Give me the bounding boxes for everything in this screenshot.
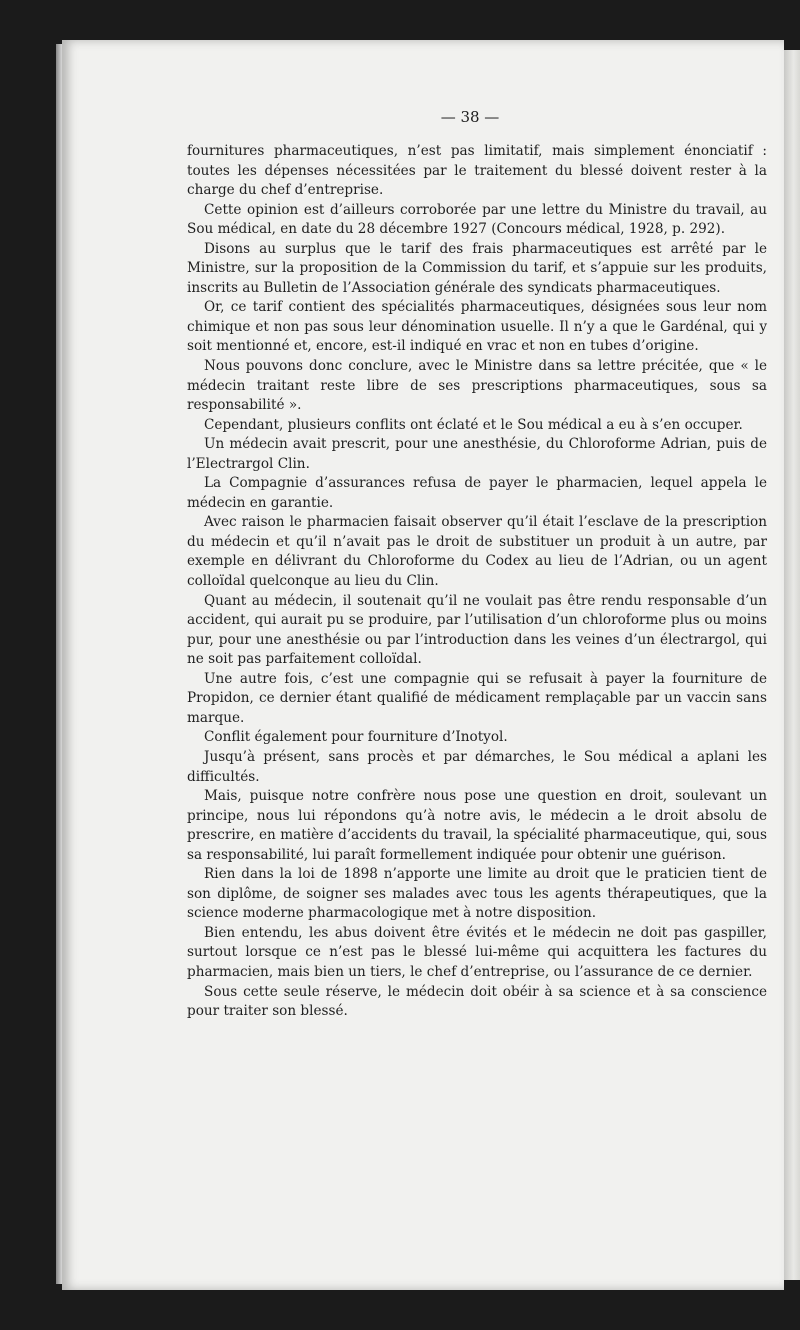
paragraph: Nous pouvons donc conclure, avec le Ministre dans sa lettre précitée, que « le médecin traitant reste libre de ses prescriptions pharmaceutiques, sous sa responsabilité ». — [187, 358, 767, 414]
page-number: — 38 — — [440, 108, 500, 126]
paragraph: Une autre fois, c’est une compagnie qui se refusait à payer la fourniture de Propidon, ce dernier étant qualifié de médicament remplaçable par un vaccin sans marque. — [187, 670, 767, 726]
paragraph: Cependant, plusieurs conflits ont éclaté et le Sou médical a eu à s’en occuper. — [204, 416, 743, 433]
paragraph: Cette opinion est d’ailleurs corroborée par une lettre du Ministre du travail, au Sou médical, en date du 28 décembre 1927 (Concours médical, 1928, p. 292). — [187, 201, 767, 238]
paragraph: Un médecin avait prescrit, pour une anesthésie, du Chloroforme Adrian, puis de l’Electrargol Clin. — [187, 436, 767, 472]
paragraph: Or, ce tarif contient des spécialités pharmaceutiques, désignées sous leur nom chimique et non pas sous leur dénomination usuelle. Il n’y a que le Gardénal, qui y soit mentionné et, encore, est-il indiqué en vrac et non en tubes d’origine. — [187, 299, 767, 355]
paragraph: Bien entendu, les abus doivent être évités et le médecin ne doit pas gaspiller, surtout lorsque ce n’est pas le blessé lui-même qui acquittera les factures du pharmacien, mais bien un tiers, le chef d’entreprise, ou l’assurance de ce dernier. — [187, 924, 767, 980]
paragraph: Conflit également pour fourniture d’Inotyol. — [204, 729, 508, 746]
paragraph: Avec raison le pharmacien faisait observer qu’il était l’esclave de la prescription du médecin et qu’il n’avait pas le droit de substituer un produit à un autre, par exemple en délivrant du Chloroforme du Codex au lieu de l’Adrian, ou un agent colloïdal quelconque au lieu du Clin. — [187, 514, 767, 590]
paragraph: La Compagnie d’assurances refusa de payer le pharmacien, lequel appela le médecin en garantie. — [187, 475, 767, 511]
paragraph: Jusqu’à présent, sans procès et par démarches, le Sou médical a aplani les difficultés. — [187, 748, 767, 785]
paragraph: Sous cette seule réserve, le médecin doit obéir à sa science et à sa conscience pour traiter son blessé. — [187, 983, 767, 1020]
paragraph: Quant au médecin, il soutenait qu’il ne voulait pas être rendu responsable d’un accident, qui aurait pu se produire, par l’utilisation d’un chloroforme plus ou moins pur, pour une anesthésie ou par l’introduction dans les veines d’un électrargol, qui ne soit pas parfaitement colloïdal. — [187, 592, 767, 668]
paragraph: Disons au surplus que le tarif des frais pharmaceutiques est arrêté par le Ministre, sur la proposition de la Commission du tarif, et s’appuie sur les produits, inscrits au Bulletin de l’Association générale des syndicats pharmaceutiques. — [187, 240, 767, 296]
body-text — [187, 142, 767, 1022]
paragraph: Rien dans la loi de 1898 n’apporte une limite au droit que le praticien tient de son diplôme, de soigner ses malades avec tous les agents thérapeutiques, que la science moderne pharmacologique met à notre disposition. — [187, 866, 767, 922]
page-edge — [784, 50, 800, 1280]
paragraph: Mais, puisque notre confrère nous pose une question en droit, soulevant un principe, nous lui répondons qu’à notre avis, le médecin a le droit absolu de prescrire, en matière d’accidents du travail, la spécialité pharmaceutique, qui, sous sa responsabilité, lui paraît formellement indiquée pour obtenir une guérison. — [187, 788, 767, 863]
paragraph: fournitures pharmaceutiques, n’est pas limitatif, mais simplement énonciatif : toutes les dépenses nécessitées par le traitement du blessé doivent rester à la charge du chef d’entreprise. — [187, 143, 767, 199]
